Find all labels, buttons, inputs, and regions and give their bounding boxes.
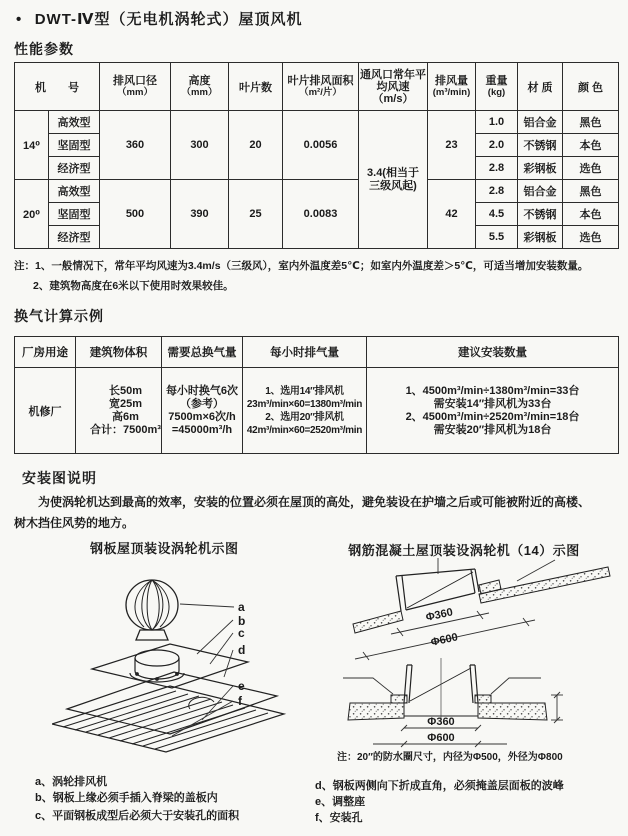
perf-header-volume-label: 排风量 bbox=[435, 74, 468, 87]
perf-material-cell: 彩钢板 bbox=[518, 226, 563, 249]
perf-model-20-cell: 20⁰ bbox=[15, 180, 49, 249]
perf-note-line2: 2、建筑物高度在6米以下使用时效果较佳。 bbox=[33, 280, 234, 292]
vent-header-volume: 建筑物体积 bbox=[76, 337, 162, 368]
section-ventilation-title: 换气计算示例 bbox=[14, 308, 104, 324]
vent-airchange-l2: （参考） bbox=[180, 397, 224, 410]
legend-item-b: b、钢板上缘必须手插入脊梁的盖板内 bbox=[35, 792, 218, 804]
perf-header-outlet-unit: （mm） bbox=[117, 86, 153, 98]
concrete-slab bbox=[348, 703, 404, 720]
perf-header-windspeed-l2: 均风速（m/s） bbox=[372, 80, 414, 105]
section-installation-title: 安装图说明 bbox=[22, 470, 97, 486]
callout-a: a bbox=[238, 600, 245, 614]
section-performance-title: 性能参数 bbox=[14, 41, 74, 57]
perf-windspeed-value-l1: 3.4(相当于 bbox=[367, 166, 419, 179]
turbine-neck bbox=[136, 630, 168, 640]
perf-height-cell: 390 bbox=[171, 180, 229, 249]
perf-material-cell: 彩钢板 bbox=[518, 157, 563, 180]
vent-usage-cell: 机修厂 bbox=[15, 368, 76, 454]
vent-airchange-l4: =45000m³/h bbox=[171, 423, 233, 436]
flat-leader-lines bbox=[343, 678, 541, 694]
top-leader-lines bbox=[438, 558, 555, 581]
vent-suggestion-l3: 2、4500m³/min÷2520m³/min=18台 bbox=[405, 410, 580, 423]
perf-weight-cell: 5.5 bbox=[476, 226, 518, 249]
legend-left-column bbox=[35, 774, 239, 824]
perf-color-cell: 选色 bbox=[563, 226, 619, 249]
dim-label-360-flat: Φ360 bbox=[427, 716, 455, 728]
turbine-ball bbox=[126, 580, 178, 640]
perf-weight-cell: 4.5 bbox=[476, 203, 518, 226]
vent-airchange-l1: 每小时换气6次 bbox=[165, 384, 239, 397]
legend-item-c: c、平面钢板成型后必须大于安装孔的面积 bbox=[35, 810, 240, 822]
vent-exhaust-l2: 23m³/min×60=1380m³/min bbox=[246, 398, 363, 410]
installation-para-line2: 树木挡住风势的地方。 bbox=[14, 516, 135, 530]
vent-volume-cell bbox=[76, 368, 162, 454]
legend-item-a: a、涡轮排风机 bbox=[35, 776, 108, 788]
perf-area-cell: 0.0083 bbox=[283, 180, 359, 249]
perf-blades-cell: 25 bbox=[229, 180, 283, 249]
vent-exhaust-cell bbox=[243, 368, 367, 454]
doc-title-row bbox=[16, 8, 303, 29]
perf-header-color: 颜 色 bbox=[563, 63, 619, 111]
thickness-dim bbox=[551, 692, 563, 723]
perf-outlet-cell: 500 bbox=[100, 180, 171, 249]
perf-header-volume bbox=[428, 63, 476, 111]
perf-material-cell: 铝合金 bbox=[518, 111, 563, 134]
vent-volume-l2: 宽25m bbox=[108, 397, 143, 410]
legend-item-f: f、安装孔 bbox=[315, 812, 363, 824]
dim-label-360-sloped: Φ360 bbox=[424, 606, 455, 624]
ventilation-table bbox=[14, 336, 619, 454]
page-title: DWT-Ⅳ型（无电机涡轮式）屋顶风机 bbox=[34, 11, 303, 28]
perf-note-line1: 注：1、一般情况下，常年平均风速为3.4m/s（三级风），室内外温度差5℃；如室内外温度差＞5℃，可适当增加安装数量。 bbox=[14, 260, 589, 272]
perf-area-cell: 0.0056 bbox=[283, 111, 359, 180]
ridge-cap bbox=[189, 697, 214, 709]
vent-airchange-cell bbox=[162, 368, 243, 454]
vent-exhaust-l3: 2、选用20″排风机 bbox=[265, 411, 344, 423]
concrete-slab bbox=[353, 611, 403, 633]
vent-volume-l4: 合计：7500m³ bbox=[90, 423, 161, 436]
perf-windspeed-value-l2: 三级风起) bbox=[369, 179, 417, 192]
sloped-roof-section bbox=[353, 558, 610, 660]
perf-header-outlet bbox=[100, 63, 171, 111]
perf-header-windspeed-l1: 通风口常年平 bbox=[360, 68, 426, 81]
perf-header-area bbox=[283, 63, 359, 111]
performance-table-wrap bbox=[14, 62, 619, 249]
vent-exhaust-l1: 1、选用14″排风机 bbox=[265, 385, 344, 397]
waterproof-ring-note: 注：20″的防水圈尺寸，内径为Φ500，外径为Φ800 bbox=[337, 752, 563, 763]
perf-color-cell: 本色 bbox=[563, 203, 619, 226]
perf-weight-cell: 2.8 bbox=[476, 157, 518, 180]
perf-header-weight-label: 重量 bbox=[485, 74, 508, 87]
vent-suggestion-l1: 1、4500m³/min÷1380m³/min=33台 bbox=[405, 384, 580, 397]
perf-volume-cell: 42 bbox=[428, 180, 476, 249]
perf-outlet-cell: 360 bbox=[100, 111, 171, 180]
vent-header-airchange: 需要总换气量 bbox=[162, 337, 243, 368]
vent-volume-l1: 长50m bbox=[108, 384, 143, 397]
perf-header-model: 机 号 bbox=[15, 63, 100, 111]
callout-e: e bbox=[238, 679, 245, 693]
perf-header-windspeed bbox=[359, 63, 428, 111]
callout-b: b bbox=[238, 614, 246, 628]
perf-type-cell: 高效型 bbox=[49, 180, 100, 203]
perf-header-height-label: 高度 bbox=[188, 74, 211, 87]
flat-roof-section bbox=[343, 658, 563, 747]
perf-blades-cell: 20 bbox=[229, 111, 283, 180]
callout-c: c bbox=[238, 626, 245, 640]
vent-header-usage: 厂房用途 bbox=[15, 337, 76, 368]
callout-f: f bbox=[238, 694, 242, 708]
vent-suggestion-cell bbox=[367, 368, 619, 454]
left-diagram-title: 钢板屋顶装设涡轮机示图 bbox=[90, 541, 239, 556]
perf-volume-cell: 23 bbox=[428, 111, 476, 180]
perf-header-volume-unit: (m³/min) bbox=[432, 86, 471, 98]
legend-right-column bbox=[315, 778, 564, 826]
concrete-roof-turbine-diagram bbox=[303, 558, 625, 763]
dim-label-600-sloped: Φ600 bbox=[429, 631, 460, 649]
perf-header-area-label: 叶片排风面积 bbox=[287, 74, 354, 87]
roof-duct bbox=[396, 569, 479, 611]
perf-type-cell: 高效型 bbox=[49, 111, 100, 134]
vent-header-exhaust: 每小时排气量 bbox=[243, 337, 367, 368]
perf-color-cell: 选色 bbox=[563, 157, 619, 180]
perf-weight-cell: 1.0 bbox=[476, 111, 518, 134]
perf-color-cell: 本色 bbox=[563, 134, 619, 157]
perf-material-cell: 铝合金 bbox=[518, 180, 563, 203]
perf-type-cell: 经济型 bbox=[49, 226, 100, 249]
installation-para-line1: 为使涡轮机达到最高的效率，安装的位置必须在屋顶的高处，避免装设在护墙之后或可能被附近的高楼、 bbox=[38, 495, 591, 509]
vent-header-suggestion: 建议安装数量 bbox=[367, 337, 619, 368]
vent-suggestion-l2: 需安装14″排风机为33台 bbox=[433, 397, 552, 410]
perf-weight-cell: 2.8 bbox=[476, 180, 518, 203]
corrugated-sheet bbox=[52, 686, 284, 752]
perf-header-material: 材 质 bbox=[518, 63, 563, 111]
legend-item-d: d、钢板两侧向下折成直角，必须掩盖层面板的波峰 bbox=[315, 780, 564, 792]
perf-header-height bbox=[171, 63, 229, 111]
perf-header-weight-unit: (kg) bbox=[487, 86, 506, 98]
vent-suggestion-l4: 需安装20″排风机为18台 bbox=[433, 423, 552, 436]
perf-type-cell: 坚固型 bbox=[49, 203, 100, 226]
perf-header-blades: 叶片数 bbox=[229, 63, 283, 111]
mounting-collar bbox=[135, 650, 179, 666]
perf-header-height-unit: （mm） bbox=[181, 86, 218, 98]
cover-plate bbox=[92, 644, 248, 688]
perf-material-cell: 不锈钢 bbox=[518, 134, 563, 157]
perf-weight-cell: 2.0 bbox=[476, 134, 518, 157]
perf-model-14-cell: 14⁰ bbox=[15, 111, 49, 180]
vent-airchange-l3: 7500m×6次/h bbox=[168, 410, 236, 423]
ventilation-table-wrap bbox=[14, 336, 619, 454]
callout-d: d bbox=[238, 643, 246, 657]
perf-color-cell: 黑色 bbox=[563, 180, 619, 203]
callout-letters bbox=[238, 600, 245, 708]
perf-color-cell: 黑色 bbox=[563, 111, 619, 134]
steel-roof-turbine-diagram bbox=[52, 574, 302, 770]
perf-windspeed-cell bbox=[359, 111, 428, 249]
perf-type-cell: 经济型 bbox=[49, 157, 100, 180]
legend-item-e: e、调整座 bbox=[315, 796, 366, 808]
right-diagram-title: 钢筋混凝土屋顶装设涡轮机（14）示图 bbox=[348, 543, 580, 558]
perf-header-weight bbox=[476, 63, 518, 111]
performance-table bbox=[14, 62, 619, 249]
perf-material-cell: 不锈钢 bbox=[518, 203, 563, 226]
vent-volume-l3: 高6m bbox=[112, 410, 139, 423]
perf-height-cell: 300 bbox=[171, 111, 229, 180]
perf-header-outlet-label: 排风口径 bbox=[113, 74, 157, 87]
bullet-icon: • bbox=[16, 11, 23, 28]
vent-exhaust-l4: 42m³/min×60=2520m³/min bbox=[246, 424, 363, 436]
concrete-slab bbox=[478, 703, 547, 720]
perf-type-cell: 坚固型 bbox=[49, 134, 100, 157]
perf-header-area-unit: （m²/片） bbox=[299, 86, 342, 98]
dim-label-600-flat: Φ600 bbox=[427, 732, 455, 744]
